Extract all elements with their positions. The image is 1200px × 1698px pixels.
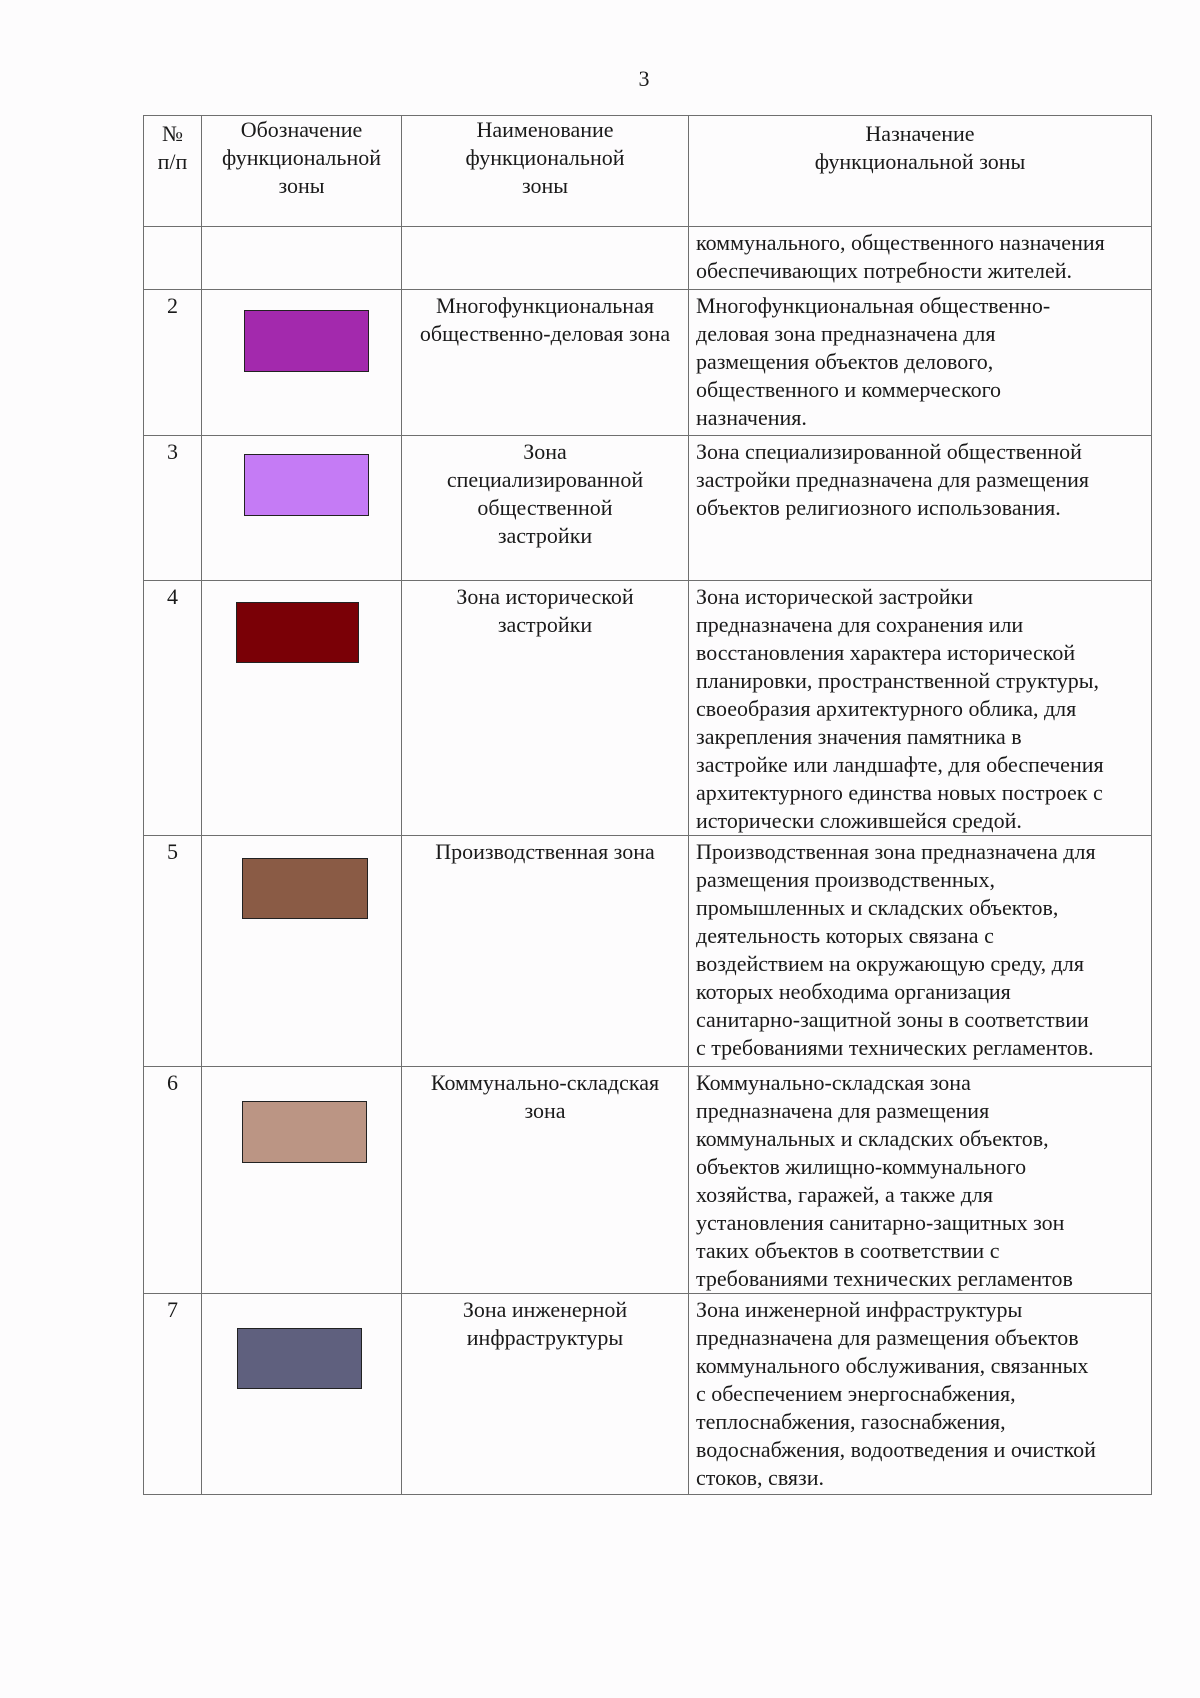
zone-symbol-cell bbox=[202, 1294, 402, 1495]
table-row-zone-3 bbox=[144, 436, 1152, 581]
functional-zones-table bbox=[143, 115, 1152, 1495]
table-row-zone-2 bbox=[144, 290, 1152, 436]
table-row-zone-6 bbox=[144, 1067, 1152, 1294]
zone-number: 3 bbox=[144, 436, 202, 581]
zone-symbol-cell bbox=[202, 436, 402, 581]
zone-number: 6 bbox=[144, 1067, 202, 1294]
zone-name: Зона специализированной общественной застройки bbox=[402, 436, 689, 581]
zone-purpose: Зона специализированной общественной застройки предназначена для размещения объектов религиозного использования. bbox=[689, 436, 1152, 581]
cell-empty bbox=[202, 227, 402, 290]
table-row-zone-7 bbox=[144, 1294, 1152, 1495]
zone-purpose: Зона исторической застройки предназначена для сохранения или восстановления характера исторической планировки, пространственной структуры, своеобразия архитектурного облика, для закрепления значения памятника в застройке или ландшафте, для обеспечения архитектурного единства новых построек с исторически сложившейся средой. bbox=[689, 581, 1152, 836]
zone-symbol-cell bbox=[202, 836, 402, 1067]
zone-purpose: Производственная зона предназначена для размещения производственных, промышленных и складских объектов, деятельность которых связана с воздействием на окружающую среду, для которых необходима организация санитарно-защитной зоны в соответствии с требованиями технических регламентов. bbox=[689, 836, 1152, 1067]
zone-purpose-continued: коммунального, общественного назначения обеспечивающих потребности жителей. bbox=[689, 227, 1152, 290]
header-symbol: Обозначение функциональной зоны bbox=[202, 116, 402, 227]
zone-color-swatch bbox=[244, 454, 369, 516]
table-row-continued bbox=[144, 227, 1152, 290]
table-row-zone-5 bbox=[144, 836, 1152, 1067]
zone-color-swatch bbox=[237, 1328, 362, 1389]
zone-color-swatch bbox=[242, 1101, 367, 1163]
table-row-zone-4 bbox=[144, 581, 1152, 836]
zone-name: Многофункциональная общественно-деловая зона bbox=[402, 290, 689, 436]
header-purpose: Назначение функциональной зоны bbox=[689, 116, 1152, 227]
header-number: № п/п bbox=[144, 116, 202, 227]
zone-name: Производственная зона bbox=[402, 836, 689, 1067]
zone-color-swatch bbox=[236, 602, 359, 663]
zone-number: 4 bbox=[144, 581, 202, 836]
zone-symbol-cell bbox=[202, 1067, 402, 1294]
page-number: 3 bbox=[638, 66, 650, 91]
table-header-row bbox=[144, 116, 1152, 227]
cell-empty bbox=[402, 227, 689, 290]
zone-purpose: Зона инженерной инфраструктуры предназначена для размещения объектов коммунального обслуживания, связанных с обеспечением энергоснабжения, теплоснабжения, газоснабжения, водоснабжения, водоотведения и очисткой стоков, связи. bbox=[689, 1294, 1152, 1495]
zone-name: Зона исторической застройки bbox=[402, 581, 689, 836]
header-name: Наименование функциональной зоны bbox=[402, 116, 689, 227]
zone-symbol-cell bbox=[202, 290, 402, 436]
zone-purpose: Многофункциональная общественно- деловая зона предназначена для размещения объектов делового, общественного и коммерческого назначения. bbox=[689, 290, 1152, 436]
zone-number: 5 bbox=[144, 836, 202, 1067]
cell-empty bbox=[144, 227, 202, 290]
zone-number: 2 bbox=[144, 290, 202, 436]
zone-symbol-cell bbox=[202, 581, 402, 836]
zone-name: Зона инженерной инфраструктуры bbox=[402, 1294, 689, 1495]
zone-name: Коммунально-складская зона bbox=[402, 1067, 689, 1294]
zone-color-swatch bbox=[244, 310, 369, 372]
zone-purpose: Коммунально-складская зона предназначена для размещения коммунальных и складских объектов, объектов жилищно-коммунального хозяйства, гаражей, а также для установления санитарно-защитных зон таких объектов в соответствии с требованиями технических регламентов bbox=[689, 1067, 1152, 1294]
zone-color-swatch bbox=[242, 858, 368, 919]
zone-number: 7 bbox=[144, 1294, 202, 1495]
